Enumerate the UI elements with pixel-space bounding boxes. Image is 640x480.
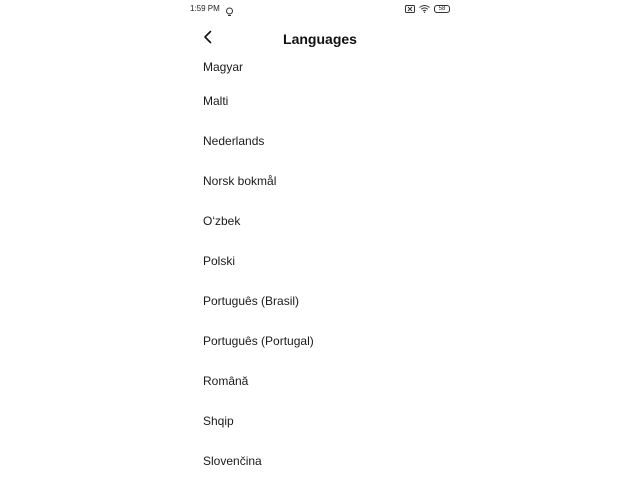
language-list <box>184 52 456 480</box>
page-title: Languages <box>283 31 357 47</box>
status-icons <box>405 4 450 14</box>
notification-icon <box>225 4 234 14</box>
language-item-portugues-brasil[interactable]: Português (Brasil) <box>203 294 300 308</box>
wifi-icon <box>419 0 430 18</box>
language-item-nederlands[interactable]: Nederlands <box>203 134 265 148</box>
phone-screen <box>184 0 456 480</box>
language-item-magyar[interactable]: Magyar <box>203 60 244 74</box>
language-item-malti[interactable]: Malti <box>203 94 229 108</box>
close-box-icon <box>405 0 415 18</box>
language-item-norsk-bokmal[interactable]: Norsk bokmål <box>203 174 277 188</box>
language-item-romana[interactable]: Română <box>203 374 249 388</box>
language-item-ozbek[interactable]: O‘zbek <box>203 214 241 228</box>
status-time: 1:59 PM <box>190 4 220 13</box>
battery-icon: 58 <box>434 5 450 13</box>
language-item-shqip[interactable]: Shqip <box>203 414 234 428</box>
language-item-polski[interactable]: Polski <box>203 254 236 268</box>
header <box>184 26 456 52</box>
status-bar <box>184 0 456 20</box>
language-item-portugues-portugal[interactable]: Português (Portugal) <box>203 334 314 348</box>
language-item-slovencina[interactable]: Slovenčina <box>203 454 262 468</box>
